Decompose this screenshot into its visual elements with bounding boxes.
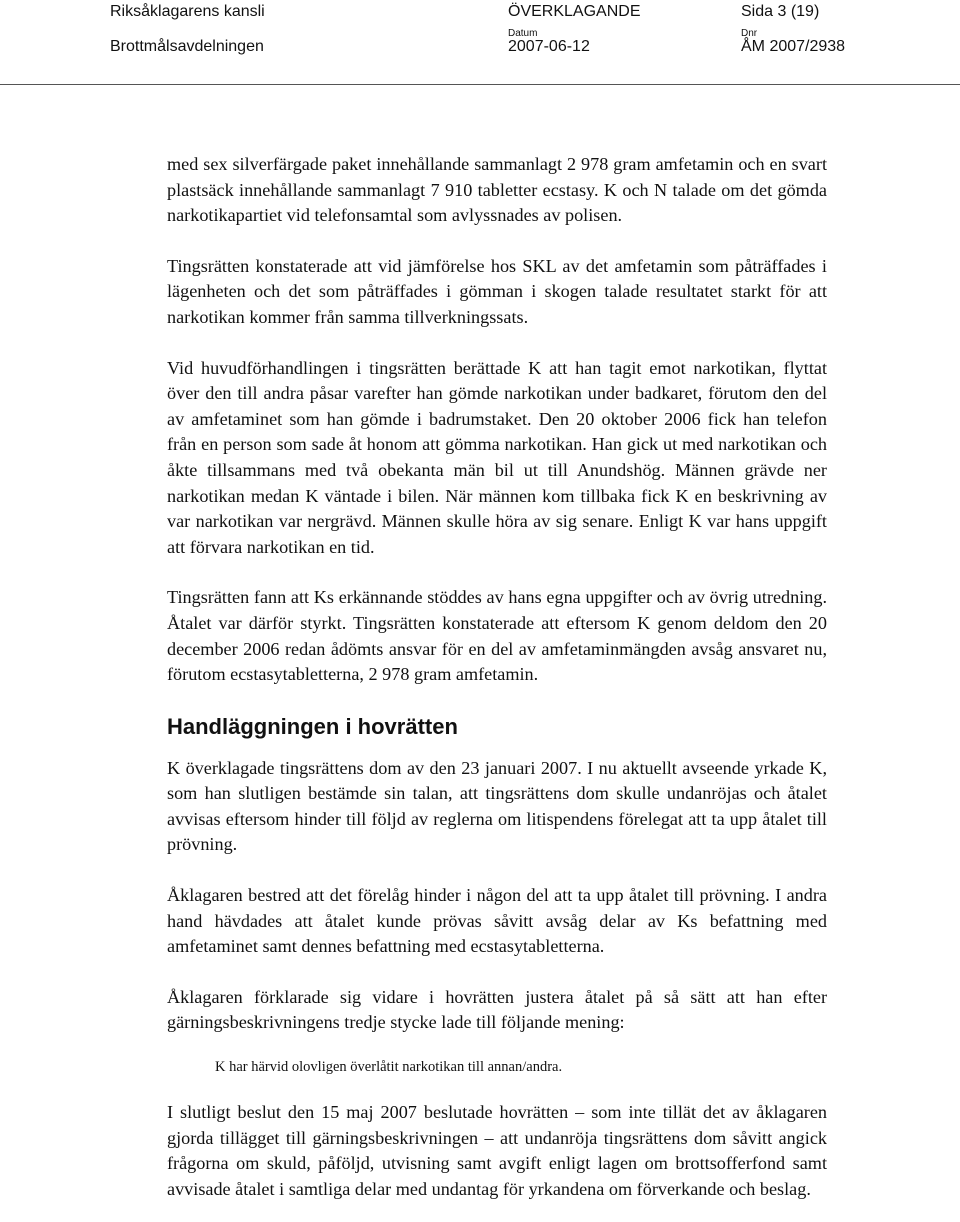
dnr-label: Dnr bbox=[741, 28, 758, 39]
department-name: Brottmålsavdelningen bbox=[110, 38, 264, 55]
date-label: Datum bbox=[508, 28, 538, 39]
page-number: Sida 3 (19) bbox=[741, 3, 820, 20]
paragraph-2: Tingsrätten konstaterade att vid jämförelse hos SKL av det amfetamin som påträffades i lägenheten och det som påträffades i gömman i skogen talade resultatet starkt för att narkotikan kommer från samma tillverkningssats. bbox=[167, 255, 827, 327]
paragraph-3: Vid huvudförhandlingen i tingsrätten berättade K att han tagit emot narkotikan, flyttat över den till andra påsar varefter han gömde narkotikan under badkaret, förutom den del av amfetaminet som han gömde i badrumstaket. Den 20 oktober 2006 fick han telefon från en person som sade åt honom att gömma narkotikan. Han gick ut med narkotikan och åkte tillsammans med två obekanta män bil ut till Anundshög. Männen grävde ner narkotikan medan K väntade i bilen. När männen kom tillbaka fick K en beskrivning av var narkotikan var nergrävd. Männen skulle höra av sig senare. Enligt K var hans uppgift att förvara narkotikan en tid. bbox=[167, 357, 827, 557]
header-divider bbox=[0, 84, 960, 85]
page-header bbox=[0, 0, 960, 90]
document-date: 2007-06-12 bbox=[508, 38, 590, 55]
quoted-sentence: K har härvid olovligen överlåtit narkotikan till annan/andra. bbox=[215, 1059, 563, 1076]
org-name: Riksåklagarens kansli bbox=[110, 3, 265, 20]
paragraph-5: K överklagade tingsrättens dom av den 23 januari 2007. I nu aktuellt avseende yrkade K, som han slutligen bestämde sin talan, att tingsrättens dom skulle undanröjas och åtalet avvisas eftersom hinder till följd av reglerna om litispendens förelegat att ta upp åtalet till prövning. bbox=[167, 757, 827, 855]
paragraph-6: Åklagaren bestred att det förelåg hinder i någon del att ta upp åtalet till prövning. I andra hand hävdades att åtalet kunde prövas såvitt avsåg delar av Ks befattning med amfetaminet samt dennes befattning med ecstasytabletterna. bbox=[167, 885, 827, 957]
dnr-number: ÅM 2007/2938 bbox=[741, 38, 846, 55]
document-body bbox=[167, 152, 827, 1202]
document-type: ÖVERKLAGANDE bbox=[508, 3, 641, 20]
paragraph-8: I slutligt beslut den 15 maj 2007 beslutade hovrätten – som inte tillät det av åklagaren gjorda tillägget till gärningsbeskrivningen – att undanröja tingsrättens dom såvitt angick frågorna om skuld, påföljd, utvisning samt avgift enligt lagen om brottsofferfond samt avvisade åtalet i samtliga delar med undantag för yrkandena om förverkande och beslag. bbox=[167, 1102, 827, 1199]
paragraph-4: Tingsrätten fann att Ks erkännande stöddes av hans egna uppgifter och av övrig utredning. Åtalet var därför styrkt. Tingsrätten konstaterade att eftersom K genom deldom den 20 december 2006 redan ådömts ansvar för en del av amfetaminmängden avsåg ansvaret nu, förutom ecstasytabletterna, 2 978 gram amfetamin. bbox=[167, 587, 827, 685]
section-heading: Handläggningen i hovrätten bbox=[167, 713, 458, 739]
paragraph-7: Åklagaren förklarade sig vidare i hovrätten justera åtalet på så sätt att han efter gärningsbeskrivningens tredje stycke lade till följande mening: bbox=[167, 986, 827, 1033]
paragraph-1: med sex silverfärgade paket innehållande sammanlagt 2 978 gram amfetamin och en svart plastsäck innehållande sammanlagt 7 910 tabletter ecstasy. K och N talade om det gömda narkotikapartiet vid telefonsamtal som avlyssnades av polisen. bbox=[167, 154, 827, 226]
